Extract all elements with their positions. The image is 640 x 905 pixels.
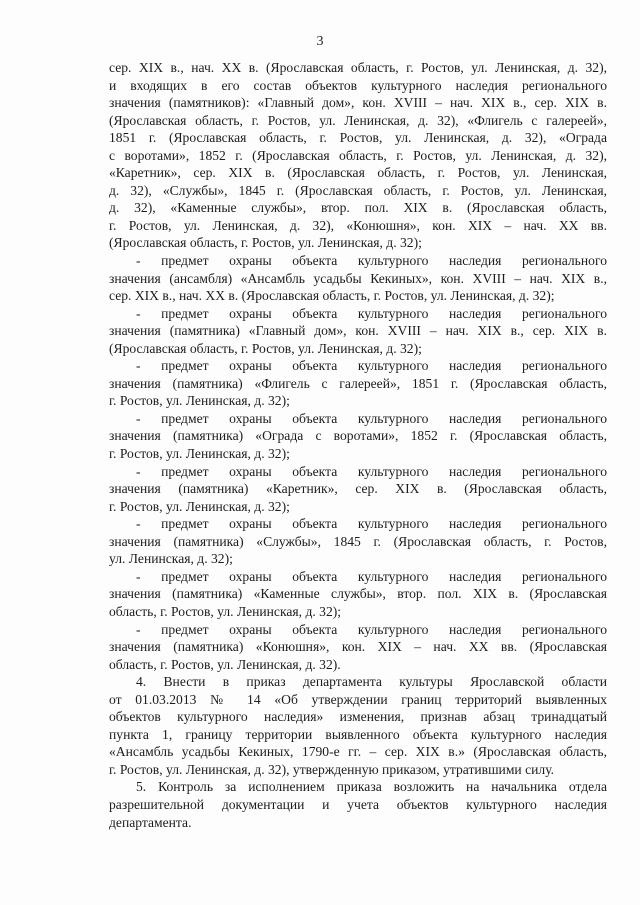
- text-line: г. Ростов, ул. Ленинская, д. 32);: [109, 498, 290, 514]
- text-line: разрешительной документации и учета объектов культурного наследия: [109, 796, 607, 812]
- text-line: и входящих в его состав объектов культурного наследия регионального: [109, 77, 607, 93]
- paragraph: [109, 357, 607, 410]
- paragraph: [109, 59, 607, 252]
- text-line: с воротами», 1852 г. (Ярославская область, г. Ростов, ул. Ленинская, д. 32),: [109, 147, 607, 163]
- text-line: сер. XIX в., нач. XX в. (Ярославская область, г. Ростов, ул. Ленинская, д. 32);: [109, 288, 555, 304]
- paragraph: [109, 621, 607, 674]
- text-line: значения (памятника) «Службы», 1845 г. (Ярославская область, г. Ростов,: [109, 533, 607, 549]
- paragraph: [109, 778, 607, 831]
- text-line: д. 32), «Службы», 1845 г. (Ярославская область, г. Ростов, ул. Ленинская,: [109, 182, 607, 198]
- text-line: - предмет охраны объекта культурного наследия регионального: [136, 358, 607, 374]
- text-line: ул. Ленинская, д. 32);: [109, 551, 233, 567]
- text-line: значения (памятника) «Ограда с воротами», 1852 г. (Ярославская область,: [109, 428, 607, 444]
- document-body: [109, 59, 607, 831]
- text-line: (Ярославская область, г. Ростов, ул. Ленинская, д. 32);: [109, 235, 422, 251]
- text-line: область, г. Ростов, ул. Ленинская, д. 32).: [109, 656, 341, 672]
- text-line: 1851 г. (Ярославская область, г. Ростов, ул. Ленинская, д. 32), «Ограда: [109, 130, 607, 146]
- text-line: - предмет охраны объекта культурного наследия регионального: [136, 463, 607, 479]
- text-line: значения (памятника) «Каретник», сер. XIX в. (Ярославская область,: [109, 481, 607, 497]
- text-line: - предмет охраны объекта культурного наследия регионального: [136, 305, 607, 321]
- text-line: объектов культурного наследия» изменения, признав абзац тринадцатый: [109, 709, 607, 725]
- text-line: - предмет охраны объекта культурного наследия регионального: [136, 516, 607, 532]
- text-line: «Каретник», сер. XIX в. (Ярославская область, г. Ростов, ул. Ленинская,: [109, 165, 607, 181]
- text-line: от 01.03.2013 № 14 «Об утверждении границ территорий выявленных: [109, 691, 607, 707]
- text-line: 4. Внести в приказ департамента культуры Ярославской области: [136, 674, 607, 690]
- text-line: значения (ансамбля) «Ансамбль усадьбы Кекиных», кон. XVIII – нач. XIX в.,: [109, 270, 607, 286]
- text-line: «Ансамбль усадьбы Кекиных, 1790-е гг. – сер. XIX в.» (Ярославская область,: [109, 744, 607, 760]
- paragraph: [109, 463, 607, 516]
- text-line: г. Ростов, ул. Ленинская, д. 32);: [109, 446, 290, 462]
- paragraph: [109, 410, 607, 463]
- text-line: г. Ростов, ул. Ленинская, д. 32), «Конюшня», кон. XIX – нач. XX вв.: [109, 217, 607, 233]
- text-line: (Ярославская область, г. Ростов, ул. Ленинская, д. 32), «Флигель с галереей»,: [109, 112, 607, 128]
- paragraph: [109, 568, 607, 621]
- text-line: значения (памятника) «Каменные службы», втор. пол. XIX в. (Ярославская: [109, 586, 607, 602]
- text-line: пункта 1, границу территории выявленного объекта культурного наследия: [109, 726, 607, 742]
- text-line: значения (памятника) «Флигель с галереей», 1851 г. (Ярославская область,: [109, 375, 607, 391]
- text-line: область, г. Ростов, ул. Ленинская, д. 32);: [109, 603, 342, 619]
- text-line: значения (памятника) «Конюшня», кон. XIX – нач. XX вв. (Ярославская: [109, 639, 607, 655]
- text-line: 5. Контроль за исполнением приказа возложить на начальника отдела: [136, 779, 607, 795]
- text-line: сер. XIX в., нач. XX в. (Ярославская область, г. Ростов, ул. Ленинская, д. 32),: [109, 60, 607, 75]
- paragraph: [109, 673, 607, 778]
- text-line: (Ярославская область, г. Ростов, ул. Ленинская, д. 32);: [109, 340, 422, 356]
- text-line: г. Ростов, ул. Ленинская, д. 32), утвержденную приказом, утратившими силу.: [109, 761, 555, 777]
- paragraph: [109, 305, 607, 358]
- text-line: значения (памятников): «Главный дом», кон. XVIII – нач. XIX в., сер. XIX в.: [109, 95, 607, 111]
- text-line: - предмет охраны объекта культурного наследия регионального: [136, 253, 607, 269]
- paragraph: [109, 252, 607, 305]
- text-line: департамента.: [109, 814, 192, 830]
- paragraph: [109, 515, 607, 568]
- text-line: д. 32), «Каменные службы», втор. пол. XIX в. (Ярославская область,: [109, 200, 607, 216]
- text-line: г. Ростов, ул. Ленинская, д. 32);: [109, 393, 290, 409]
- page-number: 3: [316, 34, 324, 49]
- text-line: - предмет охраны объекта культурного наследия регионального: [136, 568, 607, 584]
- text-line: - предмет охраны объекта культурного наследия регионального: [136, 410, 607, 426]
- text-line: значения (памятника) «Главный дом», кон. XVIII – нач. XIX в., сер. XIX в.: [109, 323, 607, 339]
- text-line: - предмет охраны объекта культурного наследия регионального: [136, 621, 607, 637]
